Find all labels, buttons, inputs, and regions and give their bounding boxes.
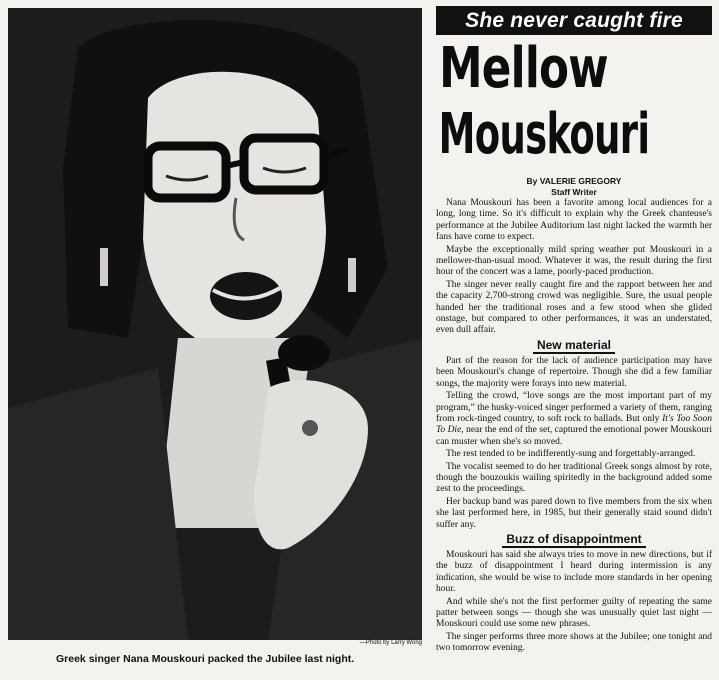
byline-author: By VALERIE GREGORY [526,176,622,186]
photo-credit: —Photo by Larry Wong [359,640,422,646]
byline-role: Staff Writer [551,187,597,197]
headline-line-1: Mellow [439,36,608,101]
paragraph: Maybe the exceptionally mild spring weather put Mouskouri in a mellower-than-usual mood. Whatever it was, the result during the first hour of the concert was a lame, poorly-paced production. [436,244,712,278]
photo-caption: Greek singer Nana Mouskouri packed the Jubilee last night. [56,653,355,665]
paragraph: Part of the reason for the lack of audience participation may have been Mouskouri's change of repertoire. Though she did a few familiar songs, the majority were forays into new material. [436,355,712,389]
headline-line-2: Mouskouri [438,102,650,167]
paragraph: The rest tended to be indifferently-sung and forgettably-arranged. [446,449,696,460]
headline [436,36,712,168]
song-title: It's Too Soon To Die [436,413,713,436]
singer-photo [8,8,422,640]
paragraph: Telling the crowd, “love songs are the most important part of my program,” the husky-voiced singer performed a variety of them, ranging from rock-tinged country, to soft rock to ballads. But only It's Too Soon To Die, near the end of the set, captured the emotional power Mouskouri can muster when she's so moved. [436,391,713,447]
subheading-new-material: New material [436,338,712,354]
paragraph: Nana Mouskouri has been a favorite among local audiences for a long, long time. So it's difficult to explain why the Greek chanteuse's performance at the Jubilee Auditorium last night lacked the warmth her fans have come to expect. [436,198,712,243]
byline [436,176,712,198]
paragraph: The singer never really caught fire and the rapport between her and the capacity 2,700-strong crowd was negligible. Sure, the usual people handed her the traditional roses and a few stood when she glided onstage, but compared to other performances, it was an understated, even dull affair. [436,279,712,336]
paragraph: Mouskouri has said she always tries to move in new directions, but if the buzz of disappointment I heard during intermission is any indication, she would be wise to include more standards in her opening hour. [436,549,712,595]
article-body [436,198,712,668]
paragraph: The singer performs three more shows at the Jubilee; one tonight and two tomorrow evening. [436,631,712,654]
singer-photo-image [8,8,422,640]
subheading-buzz: Buzz of disappointment [436,532,712,548]
paragraph: Her backup band was pared down to five members from the six when she last performed here, in 1985, but their generally staid sound didn't suffer any. [436,496,712,530]
paragraph: And while she's not the first performer guilty of repeating the same patter between songs — though she was unusually quiet last night — Mouskouri could use some new phrases. [436,596,712,630]
paragraph: The vocalist seemed to do her traditional Greek songs almost by rote, though the bouzoukis wailing spiritedly in the background added some zest to the proceedings. [436,461,712,495]
kicker-banner: She never caught fire [436,6,712,35]
